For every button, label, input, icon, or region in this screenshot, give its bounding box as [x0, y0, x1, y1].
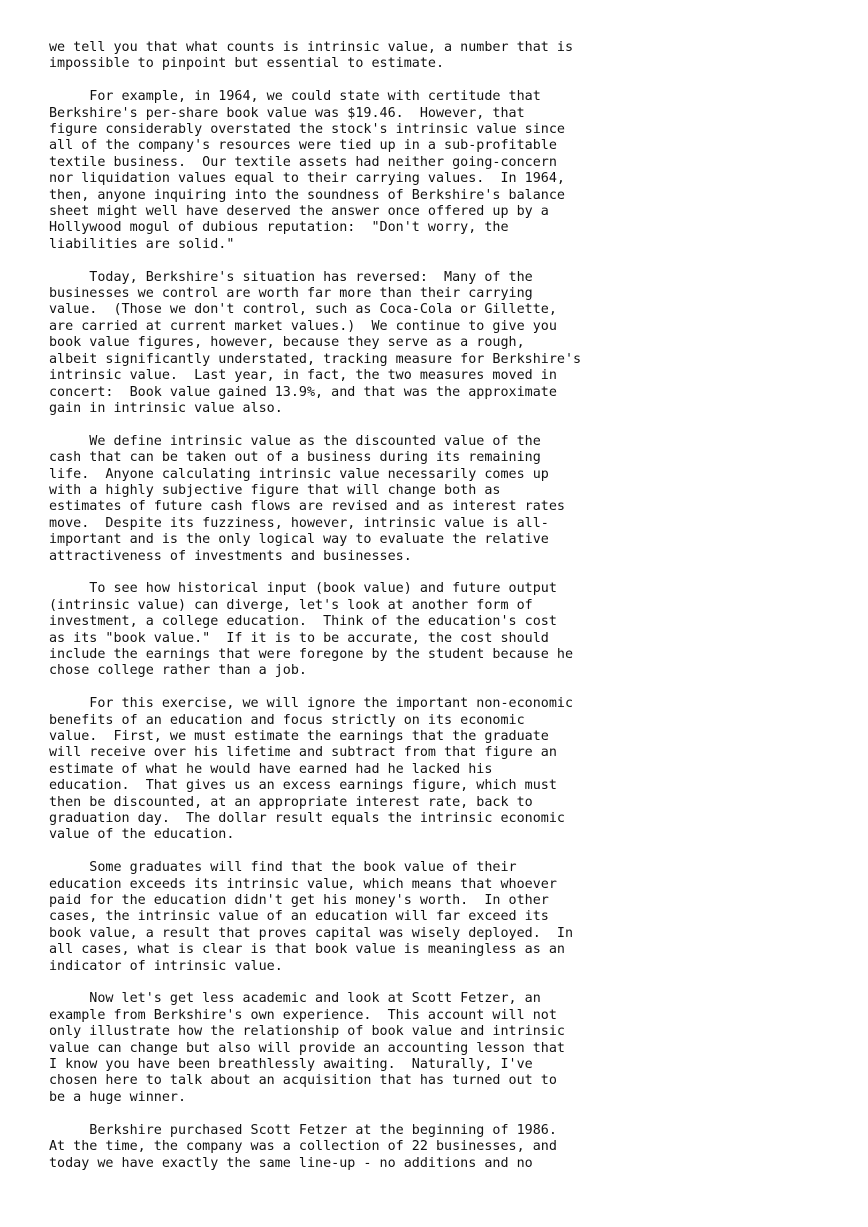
paragraph-graduates: Some graduates will find that the book value of their education exceeds its intrinsic value, which means that whoever paid for the education didn't get his money's worth. In other cases, the intrinsic value of an education will far exceed its book value, a result that proves capital was wisely deployed. In all cases, what is clear is that book value is meaningless as an indicator of intrinsic value. [49, 860, 574, 974]
paragraph-economic-benefits: For this exercise, we will ignore the important non-economic benefits of an education and focus strictly on its economic value. First, we must estimate the earnings that the graduate will receive over his lifetime and subtract from that figure an estimate of what he would have earned had he lacked his education. That gives us an excess earnings figure, which must then be discounted, at an appropriate interest rate, back to graduation day. The dollar result equals the intrinsic economic value of the education. [49, 696, 574, 843]
paragraph-situation-reversed: Today, Berkshire's situation has reversed: Many of the businesses we control are worth far more than their carrying value. (Those we don't control, such as Coca-Cola or Gillette, are carried at current market values.) We continue to give you book value figures, however, because they serve as a rough, albeit significantly understated, tracking measure for Berkshire's intrinsic value. Last year, in fact, the two measures moved in concert: Book value gained 13.9%, and that was the approximate gain in intrinsic value also. [49, 269, 582, 416]
paragraph-intrinsic-value-definition: We define intrinsic value as the discounted value of the cash that can be taken out of a business during its remaining life. Anyone calculating intrinsic value necessarily comes up with a highly subjective figure that will change both as estimates of future cash flows are revised and as interest rates move. Despite its fuzziness, however, intrinsic value is all- important and is the only logical way to evaluate the relative attractiveness of investments and businesses. [49, 433, 565, 564]
paragraph-college-education: To see how historical input (book value) and future output (intrinsic value) can diverge, let's look at another form of investment, a college education. Think of the education's cost as its "book value." If it is to be accurate, the cost should include the earnings that were foregone by the student because he chose college rather than a job. [49, 581, 574, 679]
letter-text [49, 40, 581, 1188]
paragraph-intro-continuation: we tell you that what counts is intrinsic value, a number that is impossible to pinpoint but essential to estimate. [49, 40, 574, 72]
paragraph-scott-fetzer-purchase: Berkshire purchased Scott Fetzer at the beginning of 1986. At the time, the company was a collection of 22 businesses, and today we have exactly the same line-up - no additions and no [49, 1122, 557, 1171]
paragraph-scott-fetzer-intro: Now let's get less academic and look at Scott Fetzer, an example from Berkshire's own experience. This account will not only illustrate how the relationship of book value and intrinsic value can change but also will provide an accounting lesson that I know you have been breathlessly awaiting. Naturally, I've chosen here to talk about an acquisition that has turned out to be a huge winner. [49, 991, 565, 1105]
paragraph-1964-book-value: For example, in 1964, we could state with certitude that Berkshire's per-share book value was $19.46. However, that figure considerably overstated the stock's intrinsic value since all of the company's resources were tied up in a sub-profitable textile business. Our textile assets had neither going-concern nor liquidation values equal to their carrying values. In 1964, then, anyone inquiring into the soundness of Berkshire's balance sheet might well have deserved the answer once offered up by a Hollywood mogul of dubious reputation: "Don't worry, the liabilities are solid." [49, 89, 565, 252]
